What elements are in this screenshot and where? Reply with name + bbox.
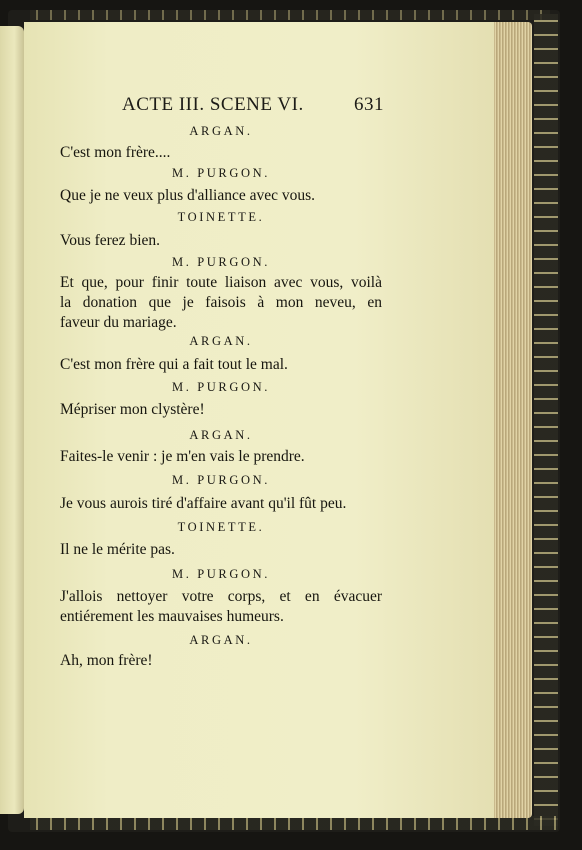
page-block-edges (488, 22, 532, 818)
dialogue-line: Mépriser mon clystère! (60, 401, 205, 418)
running-head-title: ACTE III. SCENE VI. (122, 94, 304, 115)
dialogue-line: faveur du mariage. (60, 314, 177, 331)
speaker-name: TOINETTE. (177, 210, 265, 224)
speaker-name: M. PURGON. (172, 255, 270, 269)
speaker-name: ARGAN. (189, 124, 253, 138)
book-page (24, 22, 494, 818)
page-number: 631 (354, 94, 384, 115)
speaker-name: M. PURGON. (172, 166, 270, 180)
speaker-name: M. PURGON. (172, 380, 270, 394)
speaker-name: M. PURGON. (172, 567, 270, 581)
cover-bottom-edge (30, 816, 558, 830)
speaker-name: M. PURGON. (172, 473, 270, 487)
dialogue-line: Vous ferez bien. (60, 232, 161, 249)
dialogue-line: C'est mon frère qui a fait tout le mal. (60, 356, 288, 373)
dialogue-line: la donation que je faisois à mon neveu, en (60, 294, 382, 311)
speaker-name: ARGAN. (189, 633, 253, 647)
dialogue-line: Et que, pour finir toute liaison avec vous, voilà (60, 274, 382, 291)
dialogue-line: Il ne le mérite pas. (60, 541, 175, 558)
dialogue-line: J'allois nettoyer votre corps, et en évacuer (60, 588, 382, 605)
speaker-name: ARGAN. (189, 334, 253, 348)
dialogue-line: C'est mon frère.... (60, 144, 171, 161)
dialogue-line: Je vous aurois tiré d'affaire avant qu'il fût peu. (60, 495, 347, 512)
speaker-name: ARGAN. (189, 428, 253, 442)
running-header (122, 94, 384, 118)
facing-page-edge (0, 26, 24, 814)
dialogue-line: Ah, mon frère! (60, 652, 153, 669)
dialogue-line: Faites-le venir : je m'en vais le prendre. (60, 448, 305, 465)
cover-side-edge (534, 14, 558, 826)
dialogue-line: entiérement les mauvaises humeurs. (60, 608, 284, 625)
speaker-name: TOINETTE. (177, 520, 265, 534)
dialogue-line: Que je ne veux plus d'alliance avec vous. (60, 187, 316, 204)
cover-top-edge (30, 10, 550, 20)
